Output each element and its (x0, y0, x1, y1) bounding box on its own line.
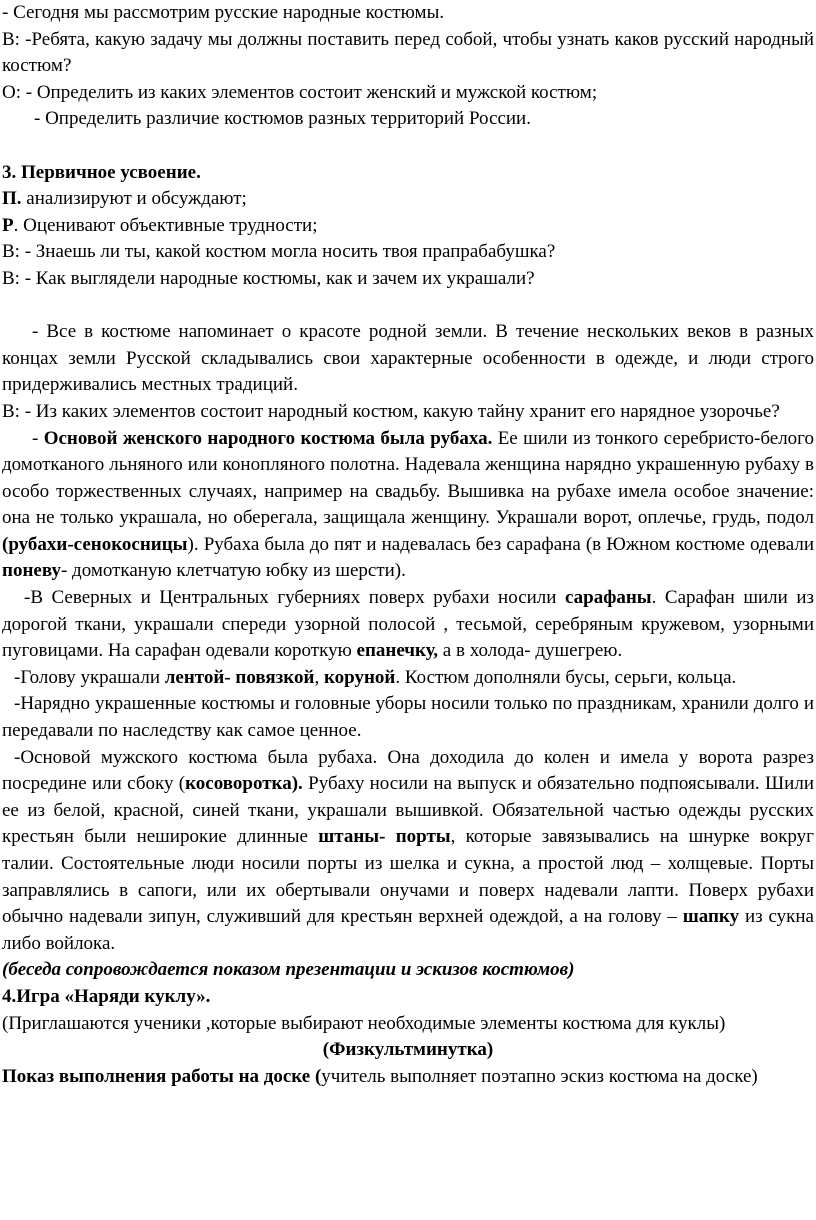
board-demo: Показ выполнения работы на доске (учитель выполняет поэтапно эскиз костюма на доске) (2, 1065, 758, 1087)
intro-line: - Сегодня мы рассмотрим русские народные костюмы. (2, 2, 445, 23)
spacer (2, 293, 814, 320)
answer-line-1: О: - Определить из каких элементов состоит женский и мужской костюм; (2, 81, 598, 103)
answer-line-2: - Определить различие костюмов разных территорий России. (34, 108, 531, 130)
paragraph-female-shirt: - Основой женского народного костюма была рубаха. Ее шили из тонкого серебристо-белого домотканого льняного или конопляного полотна. Надевала женщина нарядно украшенную рубаху в особо торжественных случаях, например на свадьбу. Вышивка на рубахе имела особое значение: она не только украшала, но оберегала, защищала женщину. Украшали ворот, оплечье, грудь, подол (рубахи-сенокосницы). Рубаха была до пят и надевалась без сарафана (в Южном костюме одевали поневу- домотканую клетчатую юбку из шерсти). (2, 427, 814, 582)
question-2: В: - Как выглядели народные костюмы, как и зачем их украшали? (2, 267, 535, 289)
r-text: . Оценивают объективные трудности; (13, 214, 318, 236)
question-1: В: - Знаешь ли ты, какой костюм могла носить твоя прапрабабушка? (2, 241, 556, 263)
r-line (2, 213, 814, 240)
paragraph-native-land: - Все в костюме напоминает о красоте родной земли. В течение нескольких веков в разных концах земли Русской складывались свои характерные особенности в одежде, и люди строго придерживались местных традиций. (2, 321, 814, 396)
paragraph-festive: -Нарядно украшенные костюмы и головные уборы носили только по праздникам, хранили долго и передавали по наследству как самое ценное. (2, 693, 814, 742)
section-3-heading: 3. Первичное усвоение. (2, 161, 201, 183)
p-line (2, 186, 814, 213)
section-4-heading: 4.Игра «Наряди куклу». (2, 985, 211, 1007)
p-text: анализируют и обсуждают; (21, 188, 247, 210)
paragraph-male-costume: -Основой мужского костюма была рубаха. Она доходила до колен и имела у ворота разрез посредине или сбоку (косоворотка). Рубаху носили на выпуск и обязательно подпоясывали. Шили ее из белой, красной, синей ткани, украшали вышивкой. Обязательной частью одежды русских крестьян были неширокие длинные штаны- порты, которые завязывались на шнурке вокруг талии. Состоятельные люди носили порты из шелка и сукна, а простой люд – холщевые. Порты заправлялись в сапоги, или их обертывали онучами и поверх надевали лапти. Поверх рубахи обычно надевали зипун, служивший для крестьян верхней одеждой, а на голову – шапку из сукна либо войлока. (2, 746, 814, 954)
question-task: В: -Ребята, какую задачу мы должны поставить перед собой, чтобы узнать каков русский народный костюм? (2, 28, 814, 77)
paragraph-headwear: -Голову украшали лентой- повязкой, коруной. Костюм дополняли бусы, серьги, кольца. (14, 666, 737, 688)
presentation-note: (беседа сопровождается показом презентации и эскизов костюмов) (2, 959, 575, 981)
question-3: В: - Из каких элементов состоит народный костюм, какую тайну хранит его нарядное узорочье? (2, 400, 780, 422)
phys-minute: (Физкультминутка) (322, 1039, 494, 1061)
section-4-text: (Приглашаются ученики ,которые выбирают необходимые элементы костюма для куклы) (2, 1012, 726, 1034)
r-label: Р (2, 214, 14, 236)
paragraph-sarafan: -В Северных и Центральных губерниях поверх рубахи носили сарафаны. Сарафан шили из дорогой ткани, украшали спереди узорной полосой , тесьмой, серебряным кружевом, узорными пуговицами. На сарафан одевали короткую епанечку, а в холода- душегрею. (2, 587, 815, 662)
p-label: П. (2, 188, 22, 210)
spacer (2, 133, 814, 160)
